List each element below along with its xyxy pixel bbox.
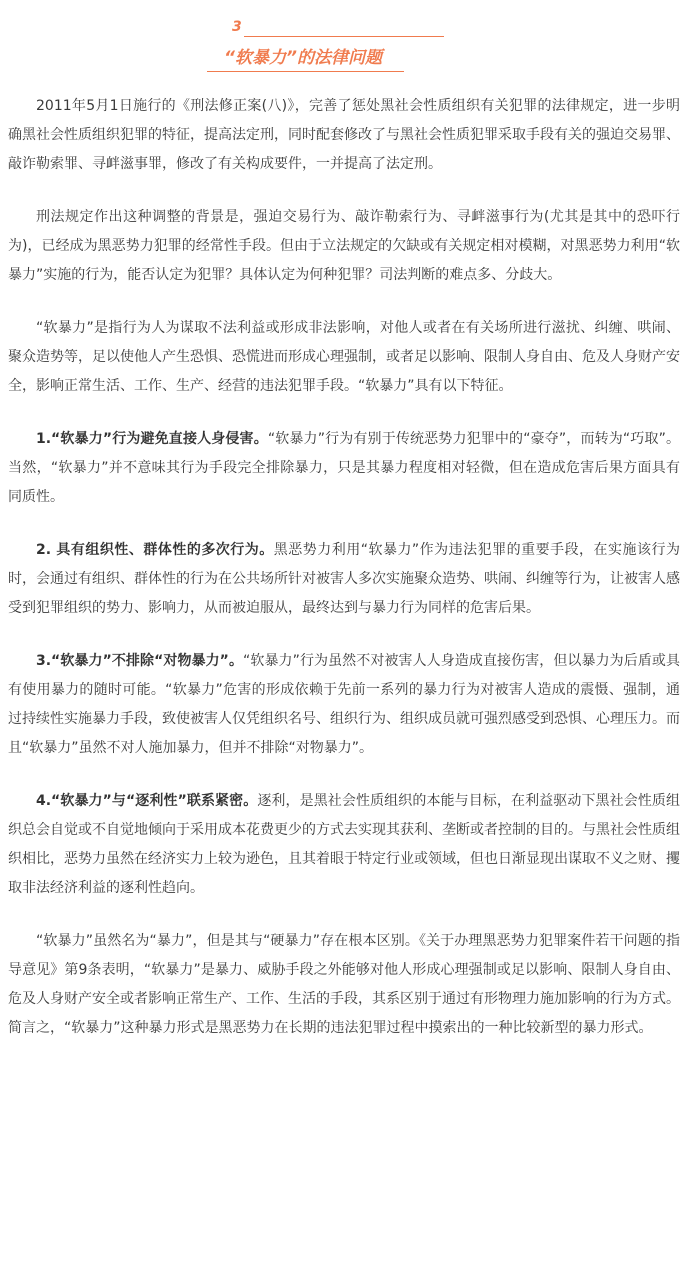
paragraph: [8, 203, 680, 290]
paragraph: [8, 787, 680, 903]
paragraph: [8, 927, 680, 1043]
section-title: “软暴力”的法律问题: [224, 48, 382, 68]
paragraph-text: 刑法规定作出这种调整的背景是，强迫交易行为、敲诈勒索行为、寻衅滋事行为(尤其是其中的恐吓行为)，已经成为黑恶势力犯罪的经常性手段。但由于立法规定的欠缺或有关规定相对模糊，对黑恶势力利用“软暴力”实施的行为，能否认定为犯罪？具体认定为何种犯罪？司法判断的难点多、分歧大。: [8, 209, 680, 283]
paragraph: [8, 647, 680, 763]
paragraph-text: “软暴力”行为虽然不对被害人人身造成直接伤害，但以暴力为后盾或具有使用暴力的随时可能。“软暴力”危害的形成依赖于先前一系列的暴力行为对被害人造成的震慑、强制，通过持续性实施暴力手段，致使被害人仅凭组织名号、组织行为、组织成员就可强烈感受到恐惧、心理压力。而且“软暴力”虽然不对人施加暴力，但并不排除“对物暴力”。: [8, 653, 680, 756]
paragraph-lead: 4.“软暴力”与“逐利性”联系紧密。: [36, 793, 258, 809]
paragraph: [8, 536, 680, 623]
section-header: [0, 0, 687, 80]
paragraph-text: “软暴力”虽然名为“暴力”，但是其与“硬暴力”存在根本区别。《关于办理黑恶势力犯罪案件若干问题的指导意见》第9条表明，“软暴力”是暴力、威胁手段之外能够对他人形成心理强制或足以影响、限制人身自由、危及人身财产安全或者影响正常生产、工作、生活的手段，其系区别于通过有形物理力施加影响的行为方式。简言之，“软暴力”这种暴力形式是黑恶势力在长期的违法犯罪过程中摸索出的一种比较新型的暴力形式。: [8, 933, 680, 1036]
section-number: 3: [232, 19, 242, 35]
paragraph-text: 逐利，是黑社会性质组织的本能与目标，在利益驱动下黑社会性质组织总会自觉或不自觉地倾向于采用成本花费更少的方式去实现其获利、垄断或者控制的目的。与黑社会性质组织相比，恶势力虽然在经济实力上较为逊色，且其着眼于特定行业或领域，但也日渐显现出谋取不义之财、攫取非法经济利益的逐利性趋向。: [8, 793, 681, 896]
header-divider-bottom: [207, 71, 404, 72]
paragraph-text: “软暴力”行为有别于传统恶势力犯罪中的“豪夺”，而转为“巧取”。当然，“软暴力”并不意味其行为手段完全排除暴力，只是其暴力程度相对轻微，但在造成危害后果方面具有同质性。: [8, 431, 680, 505]
paragraph-text: “软暴力”是指行为人为谋取不法利益或形成非法影响，对他人或者在有关场所进行滋扰、纠缠、哄闹、聚众造势等，足以使他人产生恐惧、恐慌进而形成心理强制，或者足以影响、限制人身自由、危及人身财产安全，影响正常生活、工作、生产、经营的违法犯罪手段。“软暴力”具有以下特征。: [8, 320, 680, 394]
paragraph-text: 黑恶势力利用“软暴力”作为违法犯罪的重要手段，在实施该行为时，会通过有组织、群体性的行为在公共场所针对被害人多次实施聚众造势、哄闹、纠缠等行为，让被害人感受到犯罪组织的势力、影响力，从而被迫服从，最终达到与暴力行为同样的危害后果。: [8, 542, 680, 616]
paragraph-text: 2011年5月1日施行的《刑法修正案(八)》，完善了惩处黑社会性质组织有关犯罪的法律规定，进一步明确黑社会性质组织犯罪的特征，提高法定刑，同时配套修改了与黑社会性质犯罪采取手段有关的强迫交易罪、敲诈勒索罪、寻衅滋事罪，修改了有关构成要件，一并提高了法定刑。: [8, 98, 680, 172]
paragraph-lead: 1.“软暴力”行为避免直接人身侵害。: [36, 431, 268, 447]
paragraph-lead: 2. 具有组织性、群体性的多次行为。: [36, 542, 274, 558]
header-divider-top: [244, 36, 444, 37]
article-body: [8, 92, 680, 1067]
paragraph: [8, 314, 680, 401]
paragraph: [8, 92, 680, 179]
paragraph-lead: 3.“软暴力”不排除“对物暴力”。: [36, 653, 244, 669]
paragraph: [8, 425, 680, 512]
